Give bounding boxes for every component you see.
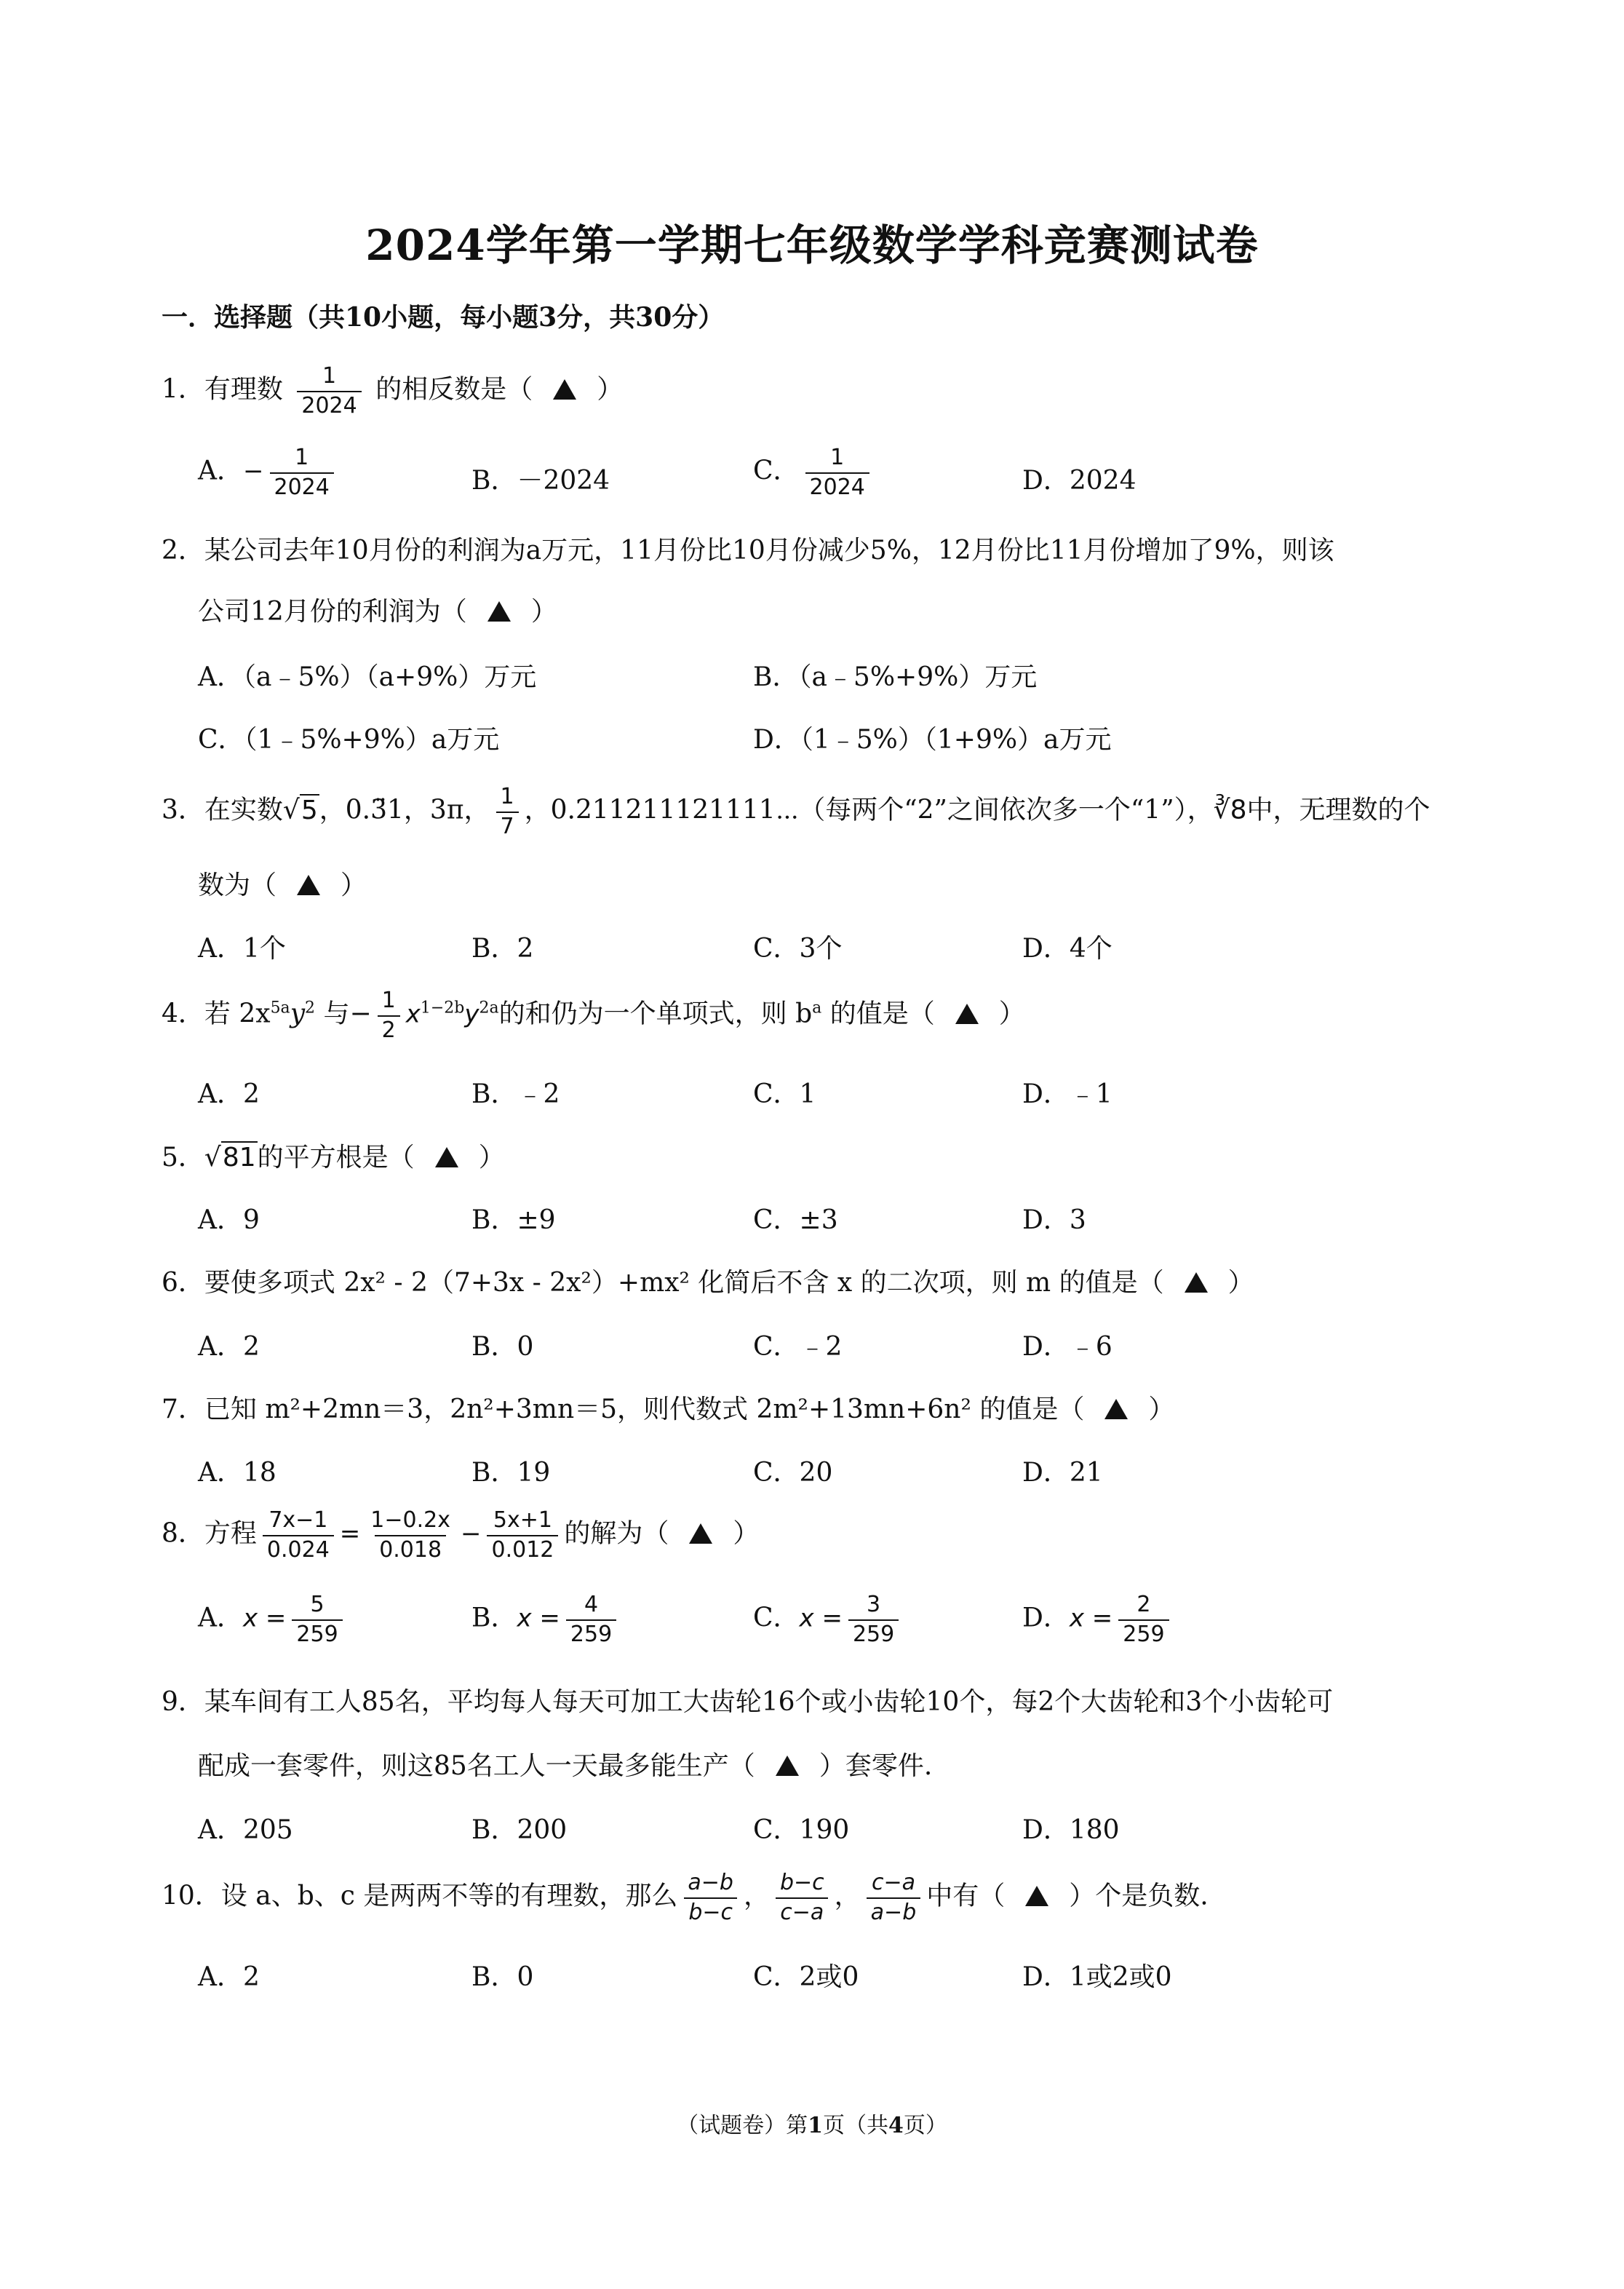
question-3-line2: 数为（ ） [198,870,367,900]
answer-blank-triangle-icon [1185,1272,1208,1293]
question-7: 7．已知 m²+2mn＝3，2n²+3mn＝5，则代数式 2m²+13mn+6n² 的值是（ ） [162,1395,1175,1424]
option-c: C．1 [753,1079,816,1109]
fraction: $\frac{1}{2024}$ [297,364,361,418]
question-10: 10．设 a、b、c 是两两不等的有理数，那么 $\frac{a-b}{b-c}$ ， $\frac{b-c}{c-a}$ ， $\frac{c-a}{a-b}$ 中有（ ）个是负数. [162,1870,1209,1925]
option-a: A．9 [198,1205,260,1235]
option-a: A．x = $\frac{5}{259}$ [198,1592,349,1647]
answer-blank-triangle-icon [297,875,320,895]
option-a: A．205 [198,1815,293,1845]
answer-blank-triangle-icon [955,1004,979,1024]
option-b: B．（a﹣5%+9%）万元 [753,662,1038,692]
option-c: C．3个 [753,934,843,964]
option-d: D．1或2或0 [1022,1962,1172,1992]
question-6: 6．要使多项式 2x² - 2（7+3x - 2x²）+mx² 化简后不含 x 的二次项，则 m 的值是（ ） [162,1268,1254,1298]
option-d: D．21 [1022,1458,1103,1488]
answer-blank-triangle-icon [435,1147,458,1167]
option-d: D．180 [1022,1815,1120,1845]
option-c: C．190 [753,1815,850,1845]
option-c: C．±3 [753,1205,838,1235]
option-d: D．x = $\frac{2}{259}$ [1022,1592,1175,1647]
option-c: C．（1﹣5%+9%）a万元 [198,725,500,755]
option-c: C．2或0 [753,1962,859,1992]
page-footer: （试题卷）第1页（共4页） [677,2113,947,2138]
question-4: 4．若 $2x^{5a}y^2$ 与− $\frac{1}{2}$ $x^{1-2b}y^{2a}$的和仍为一个单项式，则 $b^a$ 的值是（ ） [162,988,1025,1043]
page-title: 2024学年第一学期七年级数学学科竞赛测试卷 [365,221,1259,270]
question-9: 9．某车间有工人85名，平均每人每天可加工大齿轮16个或小齿轮10个，每2个大齿轮和3个小齿轮可 [162,1687,1334,1717]
option-b: B．±9 [471,1205,556,1235]
option-c: C．x = $\frac{3}{259}$ [753,1592,904,1647]
sqrt: √5 [282,795,318,825]
section-heading: 一．选择题（共10小题，每小题3分，共30分） [162,302,725,333]
option-c: C． $\frac{1}{2024}$ [753,445,875,500]
option-d: D．2024 [1022,466,1137,496]
sqrt: √81 [204,1143,256,1173]
option-b: B．x = $\frac{4}{259}$ [471,1592,622,1647]
option-b: B．19 [471,1458,551,1488]
option-d: D．﹣6 [1022,1332,1112,1362]
option-c: C．﹣2 [753,1332,843,1362]
option-d: D．3 [1022,1205,1086,1235]
option-b: B．﹣2 [471,1079,560,1109]
answer-blank-triangle-icon [776,1756,799,1776]
answer-blank-triangle-icon [1104,1399,1128,1419]
answer-blank-triangle-icon [1025,1886,1048,1906]
question-2: 2．某公司去年10月份的利润为a万元，11月份比10月份减少5%，12月份比11月份增加了9%，则该 [162,536,1334,566]
question-3: 3．在实数√5，0.3̈1，3π， $\frac{1}{7}$ ，0.211211121111⋯（每两个“2”之间依次多一个“1”），∛8中，无理数的个 [162,784,1430,839]
question-5: 5．√81的平方根是（ ） [162,1143,505,1173]
option-b: B．2 [471,934,534,964]
answer-blank-triangle-icon [487,601,511,622]
option-b: B．200 [471,1815,568,1845]
option-b: B．0 [471,1962,534,1992]
option-a: A．（a﹣5%）（a+9%）万元 [198,662,537,692]
question-9-line2: 配成一套零件，则这85名工人一天最多能生产（ ）套零件. [198,1751,933,1781]
question-2-line2: 公司12月份的利润为（ ） [198,597,557,627]
option-a: A．2 [198,1332,260,1362]
option-b: B．－2024 [471,466,610,496]
option-a: A．1个 [198,934,286,964]
answer-blank-triangle-icon [689,1523,712,1544]
option-d: D．（1﹣5%）（1+9%）a万元 [753,725,1112,755]
option-c: C．20 [753,1458,833,1488]
answer-blank-triangle-icon [553,379,576,400]
option-a: A．2 [198,1962,260,1992]
option-d: D．﹣1 [1022,1079,1112,1109]
option-a: A．2 [198,1079,260,1109]
option-a: A．− $\frac{1}{2024}$ [198,445,340,500]
question-8: 8．方程 $\frac{7x-1}{0.024}$ = $\frac{1-0.2x}{0.018}$ − $\frac{5x+1}{0.012}$ 的解为（ ） [162,1507,760,1563]
question-1: 1．有理数 $\frac{1}{2024}$ 的相反数是（ ） [162,363,624,418]
option-d: D．4个 [1022,934,1112,964]
option-b: B．0 [471,1332,534,1362]
option-a: A．18 [198,1458,276,1488]
